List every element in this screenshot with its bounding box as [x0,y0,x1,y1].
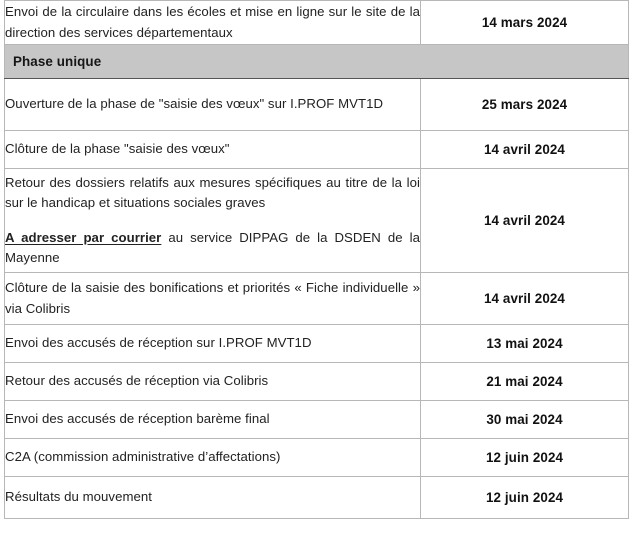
task-cell [5,477,421,519]
task-cell [5,363,421,401]
table-row [5,169,629,273]
date-cell: 14 mars 2024 [421,1,629,45]
section-header-label: Phase unique [5,45,629,79]
date-cell: 14 avril 2024 [421,273,629,325]
table-row [5,401,629,439]
task-text: Retour des dossiers relatifs aux mesures spécifiques au titre de la loi sur le handicap et situations sociales graves [5,175,420,211]
date-cell: 12 juin 2024 [421,477,629,519]
task-text: C2A (commission administrative d’affectations) [5,449,281,465]
task-cell [5,439,421,477]
table-row [5,477,629,519]
task-text: Résultats du mouvement [5,489,152,505]
date-cell: 30 mai 2024 [421,401,629,439]
table-row [5,273,629,325]
task-cell [5,401,421,439]
table-body [5,1,629,519]
date-cell: 25 mars 2024 [421,79,629,131]
task-cell [5,325,421,363]
table-row [5,325,629,363]
date-cell: 13 mai 2024 [421,325,629,363]
task-cell [5,79,421,131]
task-cell [5,131,421,169]
table-row [5,1,629,45]
task-text-emphasis: A adresser par courrier [5,229,162,245]
task-cell [5,273,421,325]
task-cell [5,169,421,273]
table-row [5,439,629,477]
task-text-secondary [5,228,420,268]
task-text: Envoi des accusés de réception barème final [5,411,270,427]
task-text: Clôture de la saisie des bonifications et priorités « Fiche individuelle » via Colibris [5,280,420,316]
date-cell: 12 juin 2024 [421,439,629,477]
table-row [5,131,629,169]
task-text: Envoi des accusés de réception sur I.PROF MVT1D [5,335,312,351]
table-row [5,79,629,131]
date-cell: 21 mai 2024 [421,363,629,401]
task-cell [5,1,421,45]
task-text: Envoi de la circulaire dans les écoles et mise en ligne sur le site de la direction des services départementaux [5,4,420,40]
task-text: Ouverture de la phase de "saisie des vœux" sur I.PROF MVT1D [5,96,384,112]
movement-schedule-table [4,0,629,519]
table-row [5,363,629,401]
section-header-row [5,45,629,79]
task-text-emphasis-tail: au service DIPPAG de la DSDEN de la Mayenne [5,229,420,265]
task-text: Retour des accusés de réception via Colibris [5,373,269,389]
date-cell: 14 avril 2024 [421,169,629,273]
date-cell: 14 avril 2024 [421,131,629,169]
task-text: Clôture de la phase "saisie des vœux" [5,141,230,157]
